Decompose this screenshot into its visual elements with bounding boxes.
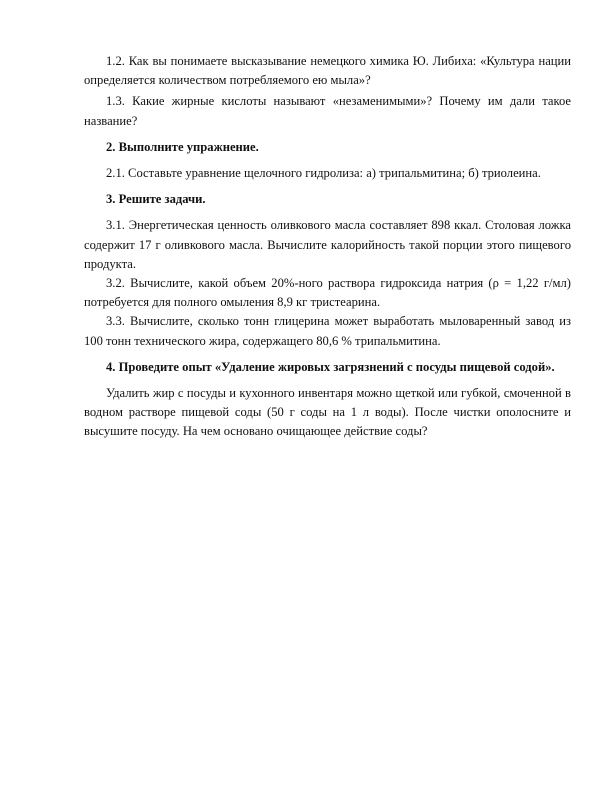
section-heading-2: 2. Выполните упражнение. xyxy=(106,139,259,154)
experiment-instructions: Удалить жир с посуды и кухонного инвентаря можно щеткой или губкой, смоченной в водном растворе пищевой соды (50 г соды на 1 л воды). После чистки ополосните и высушите посуду. На чем основано очищающее действие соды? xyxy=(84,386,571,439)
question-1-3: 1.3. Какие жирные кислоты называют «незаменимыми»? Почему им дали такое название? xyxy=(84,94,571,128)
question-3-1: 3.1. Энергетическая ценность оливкового масла составляет 898 ккал. Столовая ложка содержит 17 г оливкового масла. Вычислите калорийность такой порции этого пищевого продукта. xyxy=(84,218,571,271)
section-heading-3: 3. Решите задачи. xyxy=(106,192,206,207)
question-3-3: 3.3. Вычислите, сколько тонн глицерина может выработать мыловаренный завод из 100 тонн технического жира, содержащего 80,6 % трипальмитина. xyxy=(84,314,571,348)
question-2-1: 2.1. Составьте уравнение щелочного гидролиза: а) трипальмитина; б) триолеина. xyxy=(106,166,541,181)
question-3-2: 3.2. Вычислите, какой объем 20%-ного раствора гидроксида натрия (ρ = 1,22 г/мл) потребуется для полного омыления 8,9 кг тристеарина. xyxy=(84,276,571,310)
question-1-2: 1.2. Как вы понимаете высказывание немецкого химика Ю. Либиха: «Культура нации определяется количеством потребляемого ею мыла»? xyxy=(84,54,571,88)
document-page xyxy=(84,52,571,442)
section-heading-4: 4. Проведите опыт «Удаление жировых загрязнений с посуды пищевой содой». xyxy=(106,359,555,374)
